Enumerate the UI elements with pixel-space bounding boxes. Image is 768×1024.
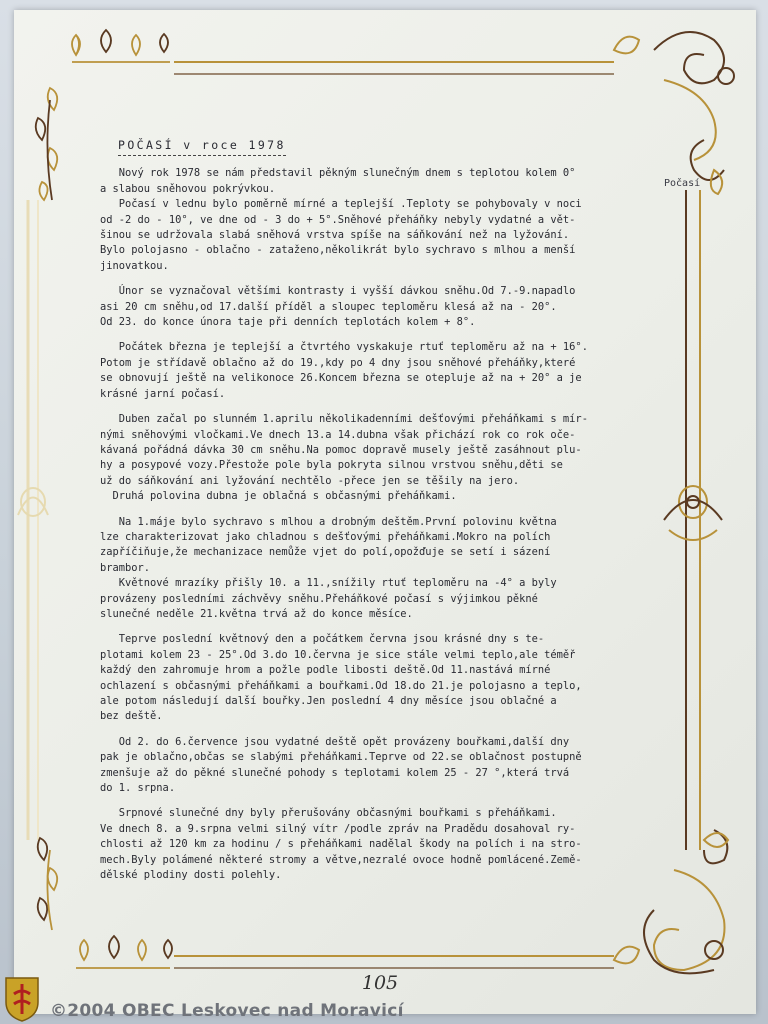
text-line: Ve dnech 8. a 9.srpna velmi silný vítr /podle zpráv na Pradědu dosahoval ry- — [100, 822, 576, 835]
text-line: Teprve poslední květnový den a počátkem června jsou krásné dny s te- — [100, 633, 545, 646]
text-line: Počátek března je teplejší a čtvrtého vyskakuje rtuť teploměru až na + 16°. — [100, 341, 588, 354]
text-line: pak je oblačno,občas se slabými přeháňkami.Teprve od 22.se oblačnost postupně — [100, 751, 582, 764]
text-line: Druhá polovina dubna je oblačná s občasnými přeháňkami. — [100, 490, 457, 503]
text-line: jinovatkou. — [100, 259, 169, 272]
text-line: Květnové mrazíky přišly 10. a 11.,snížily rtuť teploměru na -4° a byly — [100, 577, 557, 590]
paragraph-august — [100, 806, 658, 883]
margin-note: Počasí — [664, 178, 701, 189]
text-line: hy a posypové vozy.Přestože pole byla pokryta silnou vrstvou sněhu,děti se — [100, 459, 563, 472]
text-line: Nový rok 1978 se nám představil pěkným slunečným dnem s teplotou kolem 0° — [100, 167, 576, 180]
paragraph-may — [100, 515, 658, 623]
text-line: každý den zahromuje hrom a požle podle libosti deště.Od 11.nastává mírné — [100, 664, 551, 677]
left-knot-ornament — [18, 488, 48, 516]
text-line: Potom je střídavě oblačno až do 19.,kdy po 4 dny jsou sněhové přeháňky,které — [100, 356, 576, 369]
text-line: ale potom následují další bouřky.Jen poslední 4 dny měsíce jsou oblačné a — [100, 695, 557, 707]
text-line: bez deště. — [100, 710, 163, 723]
copyright-watermark: ©2004 OBEC Leskovec nad Moravicí — [50, 1001, 404, 1021]
text-line: se obnovují ještě na velikonoce 26.Koncem března se otepluje až na + 20° a je — [100, 372, 582, 385]
text-line: asi 20 cm sněhu,od 17.další příděl a sloupec teploměru klesá až na - 20°. — [100, 300, 557, 313]
text-line: slunečné neděle 21.května trvá až do konce měsíce. — [100, 607, 413, 620]
document-body — [100, 138, 658, 883]
text-line: zapříčiňuje,že mechanizace nemůže vjet do polí,opožďuje se setí i sázení — [100, 546, 551, 559]
paragraph-january — [100, 166, 658, 274]
text-line: už do sáňkování ani lyžování nechtělo -přece jen se těšily na jero. — [100, 474, 520, 487]
text-line: ochlazení s občasnými přeháňkami a bouřkami.Od 18.do 21.je polojasno a teplo, — [100, 679, 582, 692]
document-title: POČASÍ v roce 1978 — [118, 138, 286, 156]
text-line: brambor. — [100, 561, 151, 574]
paragraph-june — [100, 632, 658, 724]
text-line: Od 2. do 6.července jsou vydatné deště opět provázeny bouřkami,další dny — [100, 735, 570, 748]
paragraph-february — [100, 284, 658, 330]
text-line: dělské plodiny dosti polehly. — [100, 869, 282, 882]
text-line: šinou se udržovala slabá sněhová vrstva spíše na sáňkování než na lyžování. — [100, 229, 570, 242]
text-line: mech.Byly polámené některé stromy a větve,nezralé ovoce hodně pomlácené.Země- — [100, 853, 582, 866]
text-line: chlosti až 120 km za hodinu / s přeháňkami nadělal škody na polích i na stro- — [100, 838, 582, 851]
paragraph-april — [100, 412, 658, 504]
text-line: zmenšuje až do pěkné slunečné pohody s teplotami kolem 25 - 27 °,která trvá — [100, 766, 570, 779]
text-line: kávaná pořádná dávka 30 cm sněhu.Na pomoc dopravě musely ještě zasáhnout plu- — [100, 443, 582, 456]
paragraph-july — [100, 735, 658, 797]
municipal-crest-icon — [4, 976, 40, 1022]
text-line: provázeny posledními záchvěvy sněhu.Přeháňkové počasí s výjimkou pěkné — [100, 592, 538, 605]
text-line: nými sněhovými vločkami.Ve dnech 13.a 14.dubna však přichází rok co rok oče- — [100, 428, 576, 441]
right-knot-ornament — [664, 486, 722, 540]
text-line: krásné jarní počasí. — [100, 387, 226, 400]
document-page — [14, 10, 756, 1014]
text-line: od -2 do - 10°, ve dne od - 3 do + 5°.Sněhové přeháňky nebyly vydatné a vět- — [100, 213, 576, 226]
text-line: a slabou sněhovou pokrývkou. — [100, 182, 276, 195]
text-line: Bylo polojasno - oblačno - zataženo,několikrát bylo sychravo s mlhou a menší — [100, 244, 576, 257]
text-line: do 1. srpna. — [100, 782, 176, 795]
text-line: Na 1.máje bylo sychravo s mlhou a drobným deštěm.První polovinu května — [100, 515, 557, 528]
page-number: 105 — [361, 972, 399, 994]
text-line: Duben začal po slunném 1.aprilu několikadenními dešťovými přeháňkami s mír- — [100, 413, 588, 426]
text-line: Počasí v lednu bylo poměrně mírné a teplejší .Teploty se pohybovaly v noci — [100, 198, 582, 211]
text-line: Od 23. do konce února taje při denních teplotách kolem + 8°. — [100, 316, 476, 329]
text-line: Únor se vyznačoval většími kontrasty i vyšší dávkou sněhu.Od 7.-9.napadlo — [100, 285, 576, 298]
text-line: plotami kolem 23 - 25°.Od 3.do 10.června je sice stále velmi teplo,ale téměř — [100, 648, 576, 661]
text-line: lze charakterizovat jako chladnou s dešťovými přeháňkami.Mokro na polích — [100, 530, 551, 543]
text-line: Srpnové slunečné dny byly přerušovány občasnými bouřkami s přeháňkami. — [100, 807, 557, 820]
paragraph-march — [100, 340, 658, 402]
